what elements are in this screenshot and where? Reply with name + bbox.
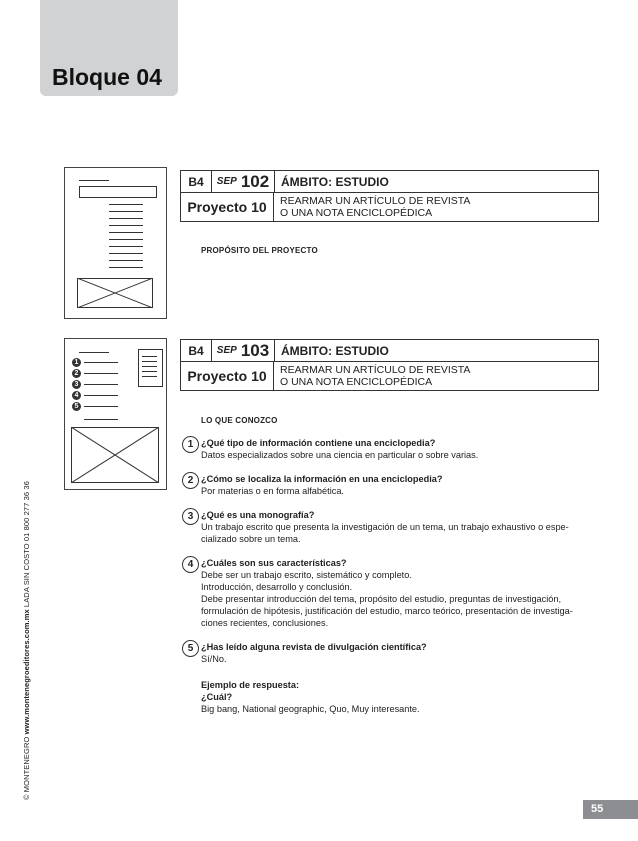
side-credit: [22, 481, 31, 800]
example-heading: Ejemplo de respuesta:: [201, 680, 300, 690]
question-3: [182, 509, 602, 545]
sep-number: 103: [240, 340, 270, 360]
thumb-number: 1: [72, 358, 81, 367]
question-2: [182, 473, 602, 497]
block-code: B4: [181, 171, 212, 192]
project-header-102: [180, 170, 599, 222]
answer-line: Sí/No.: [201, 654, 227, 664]
question-number: 2: [182, 472, 199, 489]
question-5: [182, 641, 602, 665]
question-number: 4: [182, 556, 199, 573]
answer-line: formulación de hipótesis, justificación del estudio, marco teórico, presentación de investiga-: [201, 606, 573, 616]
question-number: 1: [182, 436, 199, 453]
answer-line: cializado sobre un tema.: [201, 534, 301, 544]
credit-site: www.montenegroeditores.com.mx: [22, 609, 31, 735]
answer-line: Introducción, desarrollo y conclusión.: [201, 582, 353, 592]
answer-line: Debe presentar introducción del tema, propósito del estudio, preguntas de investigación,: [201, 594, 562, 604]
question-text: ¿Qué es una monografía?: [201, 510, 315, 520]
answer-line: ciones recientes, conclusiones.: [201, 618, 329, 628]
block-code: B4: [181, 340, 212, 361]
project-label: Proyecto 10: [181, 193, 274, 221]
project-title-line-1: REARMAR UN ARTÍCULO DE REVISTA: [280, 364, 471, 376]
ambito-label: ÁMBITO: ESTUDIO: [281, 174, 389, 189]
sep-number: 102: [240, 171, 270, 191]
question-text: ¿Has leído alguna revista de divulgación científica?: [201, 642, 427, 652]
example-question: ¿Cuál?: [201, 692, 233, 702]
section-heading-conozco: LO QUE CONOZCO: [201, 416, 278, 425]
image-placeholder-icon: [77, 278, 153, 308]
answer-line: Por materias o en forma alfabética.: [201, 486, 344, 496]
example-answer: [182, 679, 602, 715]
section-heading-proposito: PROPÓSITO DEL PROYECTO: [201, 246, 318, 255]
page-thumbnail-2: [64, 338, 167, 490]
project-title-line-2: O UNA NOTA ENCICLOPÉDICA: [280, 207, 433, 219]
project-title-line-2: O UNA NOTA ENCICLOPÉDICA: [280, 376, 433, 388]
sep-label: SEP: [216, 176, 237, 187]
question-text: ¿Cuáles son sus características?: [201, 558, 347, 568]
question-number: 5: [182, 640, 199, 657]
page-number: 55: [591, 803, 604, 815]
thumb-number: 3: [72, 380, 81, 389]
thumb-number-list: [72, 357, 118, 412]
question-text: ¿Qué tipo de información contiene una enciclopedia?: [201, 438, 436, 448]
thumb-number: 2: [72, 369, 81, 378]
project-title-line-1: REARMAR UN ARTÍCULO DE REVISTA: [280, 195, 471, 207]
thumb-number: 5: [72, 402, 81, 411]
page-thumbnail-1: [64, 167, 167, 319]
answer-line: Un trabajo escrito que presenta la investigación de un tema, un trabajo exhaustivo o espe-: [201, 522, 569, 532]
example-answer-text: Big bang, National geographic, Quo, Muy interesante.: [201, 704, 420, 714]
project-label: Proyecto 10: [181, 362, 274, 390]
question-1: [182, 437, 602, 461]
answer-line: Debe ser un trabajo escrito, sistemático y completo.: [201, 570, 412, 580]
sep-label: SEP: [216, 345, 237, 356]
question-4: [182, 557, 602, 629]
question-number: 3: [182, 508, 199, 525]
image-placeholder-icon: [71, 427, 159, 483]
project-header-103: [180, 339, 599, 391]
ambito-label: ÁMBITO: ESTUDIO: [281, 343, 389, 358]
credit-brand: © MONTENEGRO: [22, 736, 31, 800]
credit-phone: LADA SIN COSTO 01 800 277 36 36: [22, 481, 31, 608]
bloque-title: Bloque 04: [52, 64, 162, 90]
question-text: ¿Cómo se localiza la información en una enciclopedia?: [201, 474, 443, 484]
answer-line: Datos especializados sobre una ciencia en particular o sobre varias.: [201, 450, 479, 460]
thumb-number: 4: [72, 391, 81, 400]
